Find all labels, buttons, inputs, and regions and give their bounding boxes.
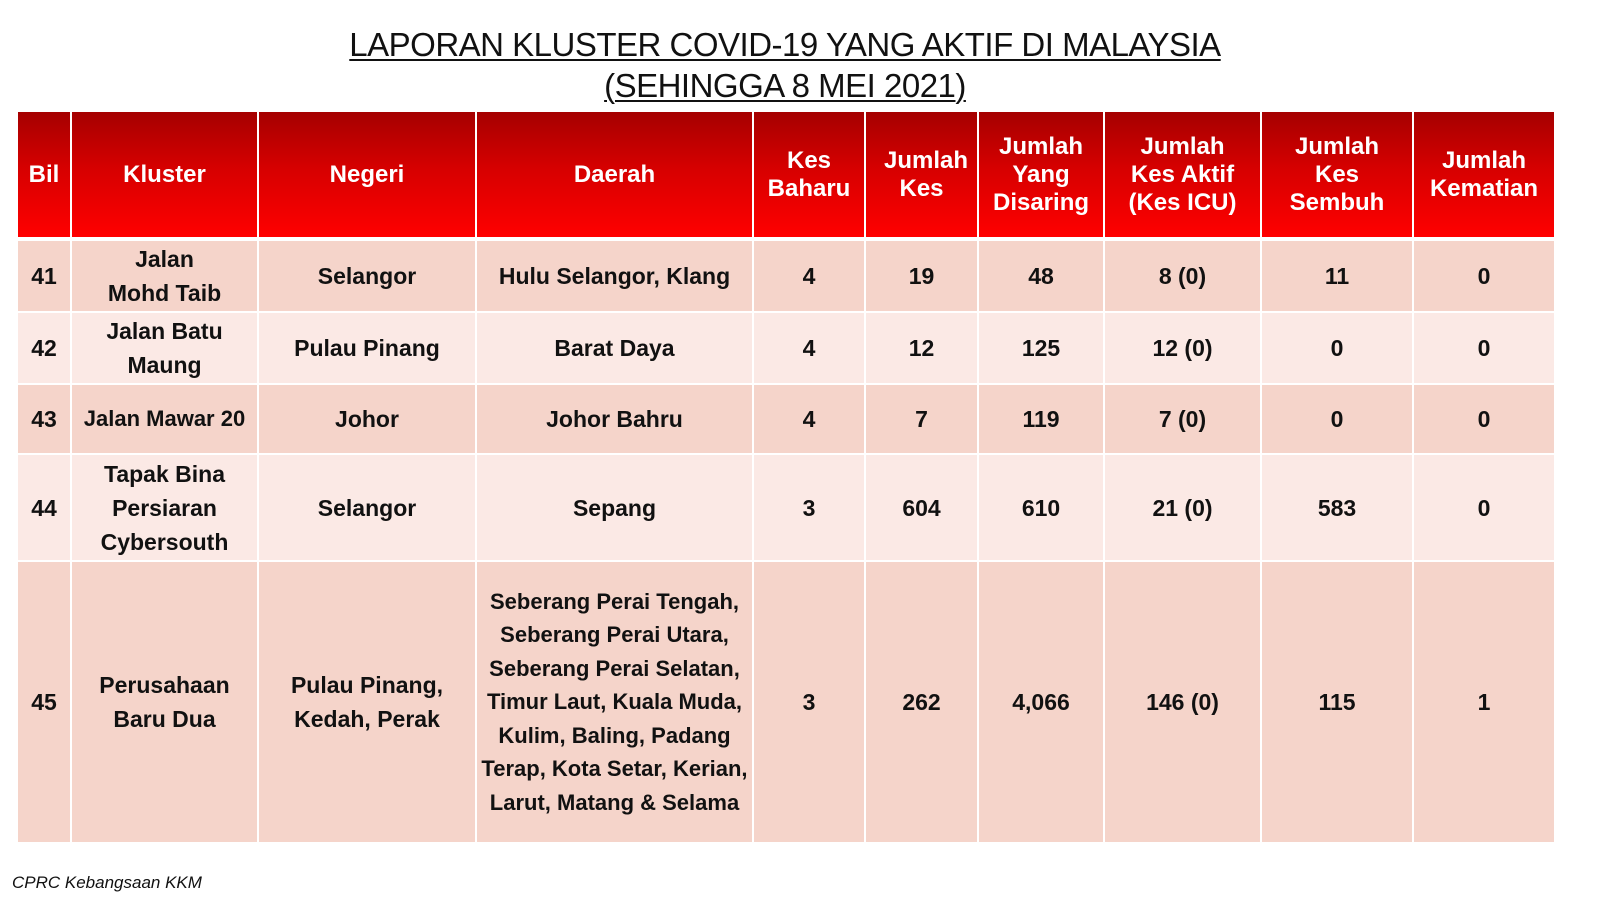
cell-kes-baharu: 3	[753, 561, 865, 843]
cell-jumlah-disaring: 48	[978, 239, 1104, 312]
cell-kluster: Jalan Mawar 20	[71, 384, 258, 454]
header-kluster: Kluster	[71, 111, 258, 239]
header-jumlah-kes-sembuh: Jumlah Kes Sembuh	[1261, 111, 1413, 239]
header-bil: Bil	[17, 111, 71, 239]
cell-kes-aktif: 7 (0)	[1104, 384, 1261, 454]
table-row	[17, 454, 1555, 561]
cell-jumlah-disaring: 4,066	[978, 561, 1104, 843]
cell-kematian: 0	[1413, 454, 1555, 561]
header-jumlah-kes: Jumlah Kes	[865, 111, 978, 239]
cell-daerah: Hulu Selangor, Klang	[476, 239, 753, 312]
cell-kluster: Jalan Mohd Taib	[71, 239, 258, 312]
cell-negeri: Selangor	[258, 454, 476, 561]
cell-bil: 43	[17, 384, 71, 454]
cell-kes-baharu: 3	[753, 454, 865, 561]
cell-kes-aktif: 146 (0)	[1104, 561, 1261, 843]
cell-kes-baharu: 4	[753, 239, 865, 312]
report-title	[0, 24, 1570, 106]
source-footer: CPRC Kebangsaan KKM	[12, 873, 202, 892]
header-jumlah-kes-aktif: Jumlah Kes Aktif (Kes ICU)	[1104, 111, 1261, 239]
cell-kes-baharu: 4	[753, 384, 865, 454]
cell-daerah: Seberang Perai Tengah, Seberang Perai Utara, Seberang Perai Selatan, Timur Laut, Kuala Muda, Kulim, Baling, Padang Terap, Kota Setar, Kerian, Larut, Matang & Selama	[476, 561, 753, 843]
cell-bil: 45	[17, 561, 71, 843]
cell-kes-sembuh: 0	[1261, 384, 1413, 454]
cell-jumlah-disaring: 125	[978, 312, 1104, 384]
cell-kematian: 0	[1413, 384, 1555, 454]
table-row	[17, 384, 1555, 454]
header-negeri: Negeri	[258, 111, 476, 239]
cell-jumlah-disaring: 119	[978, 384, 1104, 454]
table-row	[17, 239, 1555, 312]
cell-kes-sembuh: 11	[1261, 239, 1413, 312]
cell-negeri: Pulau Pinang	[258, 312, 476, 384]
header-kes-baharu: Kes Baharu	[753, 111, 865, 239]
cell-kematian: 0	[1413, 312, 1555, 384]
cell-jumlah-disaring: 610	[978, 454, 1104, 561]
header-jumlah-disaring: Jumlah Yang Disaring	[978, 111, 1104, 239]
cell-jumlah-kes: 7	[865, 384, 978, 454]
table-row	[17, 561, 1555, 843]
header-row	[17, 111, 1555, 239]
cell-daerah: Johor Bahru	[476, 384, 753, 454]
cell-kluster: Tapak Bina Persiaran Cybersouth	[71, 454, 258, 561]
cell-kes-aktif: 8 (0)	[1104, 239, 1261, 312]
cell-negeri: Johor	[258, 384, 476, 454]
cell-jumlah-kes: 262	[865, 561, 978, 843]
cell-jumlah-kes: 12	[865, 312, 978, 384]
cell-kes-baharu: 4	[753, 312, 865, 384]
title-line-1: LAPORAN KLUSTER COVID-19 YANG AKTIF DI MALAYSIA	[349, 26, 1221, 63]
table-row	[17, 312, 1555, 384]
cell-bil: 42	[17, 312, 71, 384]
header-daerah: Daerah	[476, 111, 753, 239]
cell-bil: 41	[17, 239, 71, 312]
cell-kluster: Perusahaan Baru Dua	[71, 561, 258, 843]
cell-kes-sembuh: 583	[1261, 454, 1413, 561]
cell-kes-sembuh: 115	[1261, 561, 1413, 843]
cell-kluster: Jalan Batu Maung	[71, 312, 258, 384]
title-line-2: (SEHINGGA 8 MEI 2021)	[604, 67, 966, 104]
cell-negeri: Pulau Pinang, Kedah, Perak	[258, 561, 476, 843]
header-jumlah-kematian: Jumlah Kematian	[1413, 111, 1555, 239]
cell-bil: 44	[17, 454, 71, 561]
cell-kematian: 1	[1413, 561, 1555, 843]
cell-kes-aktif: 12 (0)	[1104, 312, 1261, 384]
cell-kes-sembuh: 0	[1261, 312, 1413, 384]
cell-jumlah-kes: 19	[865, 239, 978, 312]
cell-jumlah-kes: 604	[865, 454, 978, 561]
cell-daerah: Barat Daya	[476, 312, 753, 384]
cell-daerah: Sepang	[476, 454, 753, 561]
cluster-table	[16, 110, 1556, 844]
cell-kes-aktif: 21 (0)	[1104, 454, 1261, 561]
cell-negeri: Selangor	[258, 239, 476, 312]
cell-kematian: 0	[1413, 239, 1555, 312]
